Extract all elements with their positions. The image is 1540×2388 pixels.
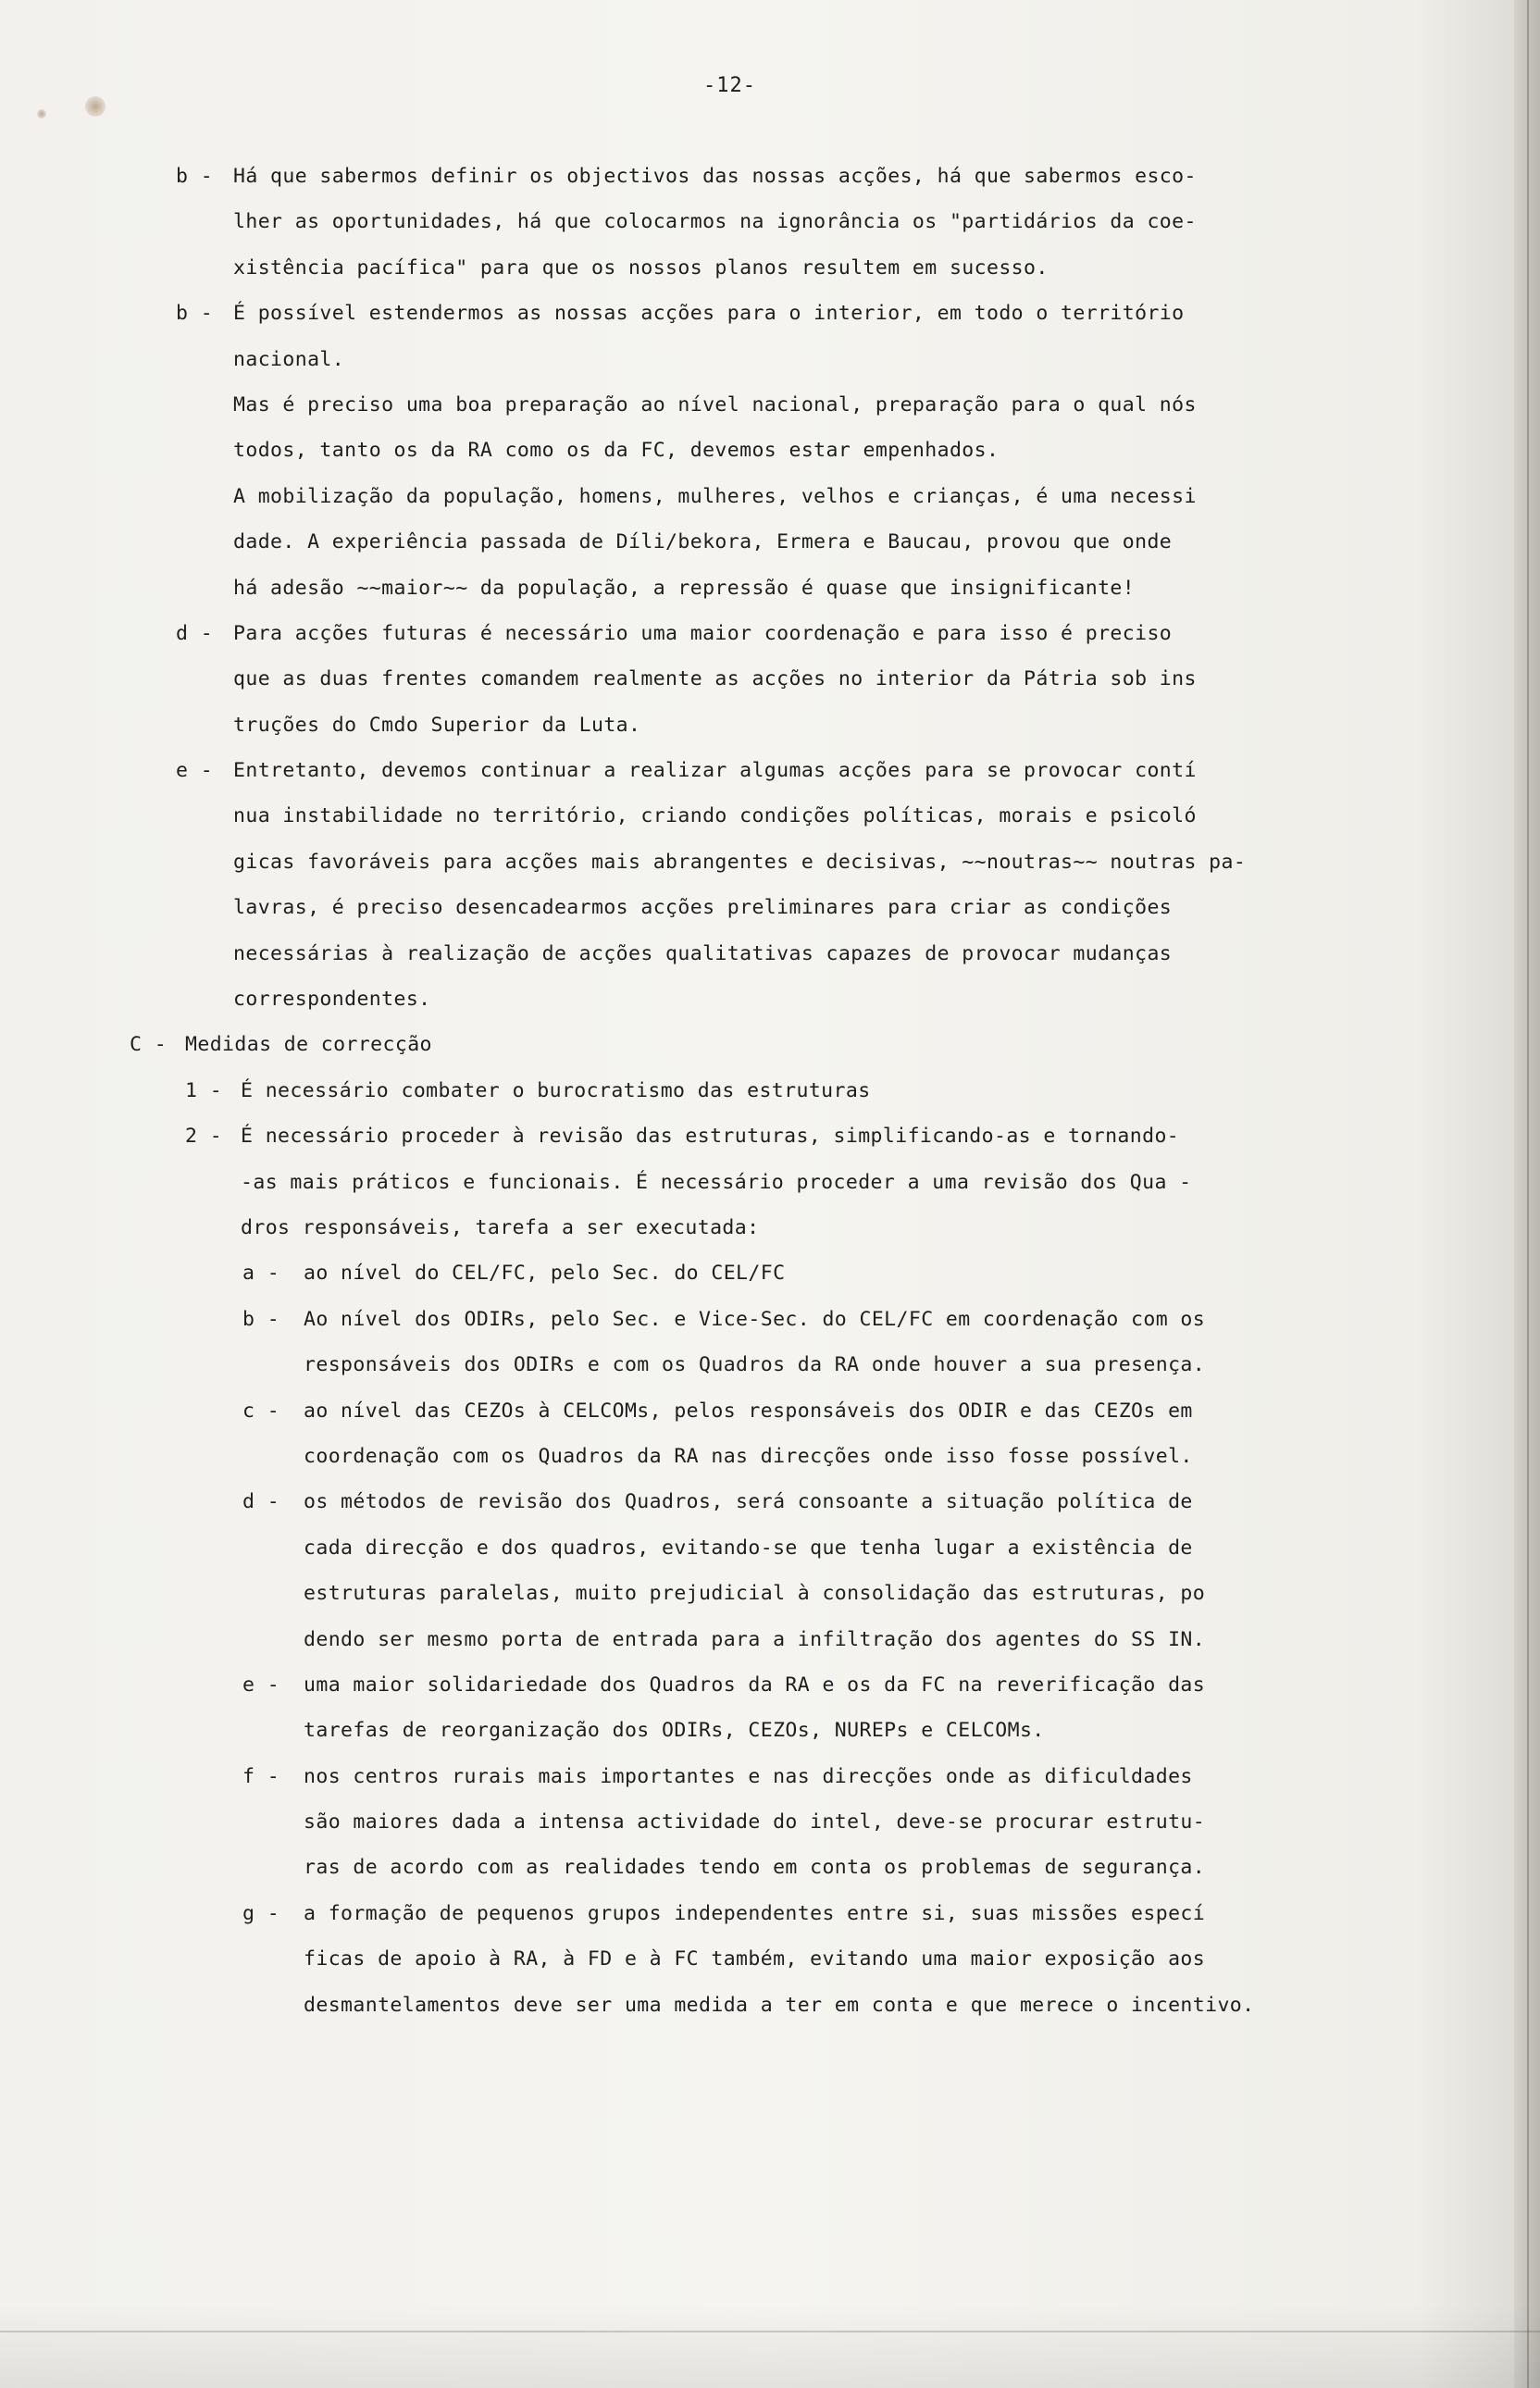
line-text: necessárias à realização de acções qualitativas capazes de provocar mudanças <box>233 941 1173 965</box>
page-number: -12- <box>703 74 756 97</box>
text-line <box>0 519 1540 565</box>
text-line <box>0 1160 1540 1205</box>
text-line <box>0 154 1540 199</box>
line-text: -as mais práticos e funcionais. É necessário proceder a uma revisão dos Qua - <box>241 1170 1192 1194</box>
line-text: lavras, é preciso desencadearmos acções preliminares para criar as condições <box>233 896 1173 920</box>
line-text: Para acções futuras é necessário uma maior coordenação e para isso é preciso <box>233 621 1173 645</box>
line-text: Há que sabermos definir os objectivos das nossas acções, há que sabermos esco- <box>233 165 1197 188</box>
list-marker: b - <box>176 165 214 188</box>
line-text: Entretanto, devemos continuar a realizar algumas acções para se provocar contí <box>233 759 1197 783</box>
text-line <box>0 382 1540 428</box>
text-line <box>0 1113 1540 1159</box>
line-text: a formação de pequenos grupos independentes entre si, suas missões especí <box>304 1901 1206 1925</box>
text-line <box>0 611 1540 656</box>
list-marker: 1 - <box>185 1078 223 1102</box>
text-line <box>0 1662 1540 1708</box>
text-line <box>0 1297 1540 1342</box>
text-line <box>0 1891 1540 1936</box>
line-text: Medidas de correcção <box>185 1033 432 1057</box>
text-line <box>0 1250 1540 1296</box>
line-text: responsáveis dos ODIRs e com os Quadros da RA onde houver a sua presença. <box>304 1353 1206 1377</box>
text-line <box>0 428 1540 473</box>
text-line <box>0 885 1540 930</box>
list-marker: b - <box>176 302 214 326</box>
text-line <box>0 1983 1540 2028</box>
line-text: tarefas de reorganização dos ODIRs, CEZOs, NUREPs e CELCOMs. <box>304 1719 1045 1743</box>
list-marker: e - <box>242 1673 280 1697</box>
text-line <box>0 1068 1540 1113</box>
page-bottom-line <box>0 2331 1540 2332</box>
line-text: É necessário combater o burocratismo das estruturas <box>241 1078 871 1102</box>
text-line <box>0 1479 1540 1524</box>
text-line <box>0 566 1540 611</box>
line-text: nos centros rurais mais importantes e nas direcções onde as dificuldades <box>304 1764 1193 1788</box>
text-line <box>0 337 1540 382</box>
text-line <box>0 1936 1540 1982</box>
line-text: dade. A experiência passada de Díli/bekora, Ermera e Baucau, provou que onde <box>233 530 1173 554</box>
text-line <box>0 1708 1540 1753</box>
list-marker: c - <box>242 1399 280 1423</box>
line-text: dros responsáveis, tarefa a ser executada: <box>241 1215 760 1239</box>
list-marker: b - <box>242 1307 280 1331</box>
line-text: estruturas paralelas, muito prejudicial à consolidação das estruturas, po <box>304 1582 1206 1606</box>
text-line <box>0 1388 1540 1434</box>
line-text: Mas é preciso uma boa preparação ao nível nacional, preparação para o qual nós <box>233 392 1197 417</box>
text-line <box>0 245 1540 291</box>
text-line <box>0 1434 1540 1479</box>
line-text: cada direcção e dos quadros, evitando-se que tenha lugar a existência de <box>304 1536 1193 1560</box>
line-text: truções do Cmdo Superior da Luta. <box>233 713 641 737</box>
text-line <box>0 1342 1540 1387</box>
line-text: nua instabilidade no território, criando condições políticas, morais e psicoló <box>233 804 1197 828</box>
line-text: uma maior solidariedade dos Quadros da RA e os da FC na reverificação das <box>304 1673 1206 1697</box>
line-text: nacional. <box>233 347 345 371</box>
text-line <box>0 1525 1540 1571</box>
list-marker: d - <box>176 621 214 645</box>
line-text: que as duas frentes comandem realmente as acções no interior da Pátria sob ins <box>233 667 1197 691</box>
line-text: há adesão ~~maior~~ da população, a repressão é quase que insignificante! <box>233 576 1136 600</box>
line-text: gicas favoráveis para acções mais abrangentes e decisivas, ~~noutras~~ noutras pa- <box>233 850 1247 874</box>
line-text: lher as oportunidades, há que colocarmos na ignorância os "partidários da coe- <box>233 210 1197 234</box>
text-line <box>0 291 1540 336</box>
line-text: correspondentes. <box>233 988 431 1012</box>
text-line <box>0 1845 1540 1890</box>
text-line <box>0 793 1540 839</box>
list-marker: f - <box>242 1764 280 1788</box>
text-line <box>0 931 1540 976</box>
line-text: dendo ser mesmo porta de entrada para a infiltração dos agentes do SS IN. <box>304 1627 1206 1651</box>
text-line <box>0 1571 1540 1616</box>
text-line <box>0 1022 1540 1067</box>
paper-stain <box>37 109 46 118</box>
text-line <box>0 1754 1540 1799</box>
text-line <box>0 976 1540 1022</box>
line-text: ao nível das CEZOs à CELCOMs, pelos responsáveis dos ODIR e das CEZOs em <box>304 1399 1193 1423</box>
line-text: coordenação com os Quadros da RA nas direcções onde isso fosse possível. <box>304 1444 1193 1468</box>
list-marker: a - <box>242 1262 280 1286</box>
text-line <box>0 1799 1540 1845</box>
line-text: ao nível do CEL/FC, pelo Sec. do CEL/FC <box>304 1262 786 1286</box>
line-text: ficas de apoio à RA, à FD e à FC também, evitando uma maior exposição aos <box>304 1947 1206 1971</box>
paper-stain <box>85 96 106 117</box>
line-text: É possível estendermos as nossas acções para o interior, em todo o território <box>233 302 1185 326</box>
list-marker: C - <box>130 1033 168 1057</box>
line-text: Ao nível dos ODIRs, pelo Sec. e Vice-Sec. do CEL/FC em coordenação com os <box>304 1307 1206 1331</box>
text-line <box>0 1205 1540 1250</box>
list-marker: e - <box>176 759 214 783</box>
line-text: ras de acordo com as realidades tendo em conta os problemas de segurança. <box>304 1856 1206 1880</box>
line-text: É necessário proceder à revisão das estruturas, simplificando-as e tornando- <box>241 1125 1180 1149</box>
list-marker: 2 - <box>185 1125 223 1149</box>
page-bottom-shadow <box>0 2305 1540 2388</box>
line-text: são maiores dada a intensa actividade do intel, deve-se procurar estrutu- <box>304 1810 1206 1835</box>
body-text <box>0 154 1540 2028</box>
text-line <box>0 748 1540 793</box>
line-text: desmantelamentos deve ser uma medida a ter em conta e que merece o incentivo. <box>304 1993 1255 2017</box>
line-text: os métodos de revisão dos Quadros, será consoante a situação política de <box>304 1490 1193 1514</box>
list-marker: d - <box>242 1490 280 1514</box>
text-line <box>0 474 1540 519</box>
text-line <box>0 840 1540 885</box>
line-text: A mobilização da população, homens, mulheres, velhos e crianças, é uma necessi <box>233 484 1197 508</box>
text-line <box>0 703 1540 748</box>
text-line <box>0 199 1540 244</box>
line-text: xistência pacífica" para que os nossos planos resultem em sucesso. <box>233 255 1049 280</box>
text-line <box>0 656 1540 702</box>
list-marker: g - <box>242 1901 280 1925</box>
text-line <box>0 1617 1540 1662</box>
line-text: todos, tanto os da RA como os da FC, devemos estar empenhados. <box>233 439 1000 463</box>
